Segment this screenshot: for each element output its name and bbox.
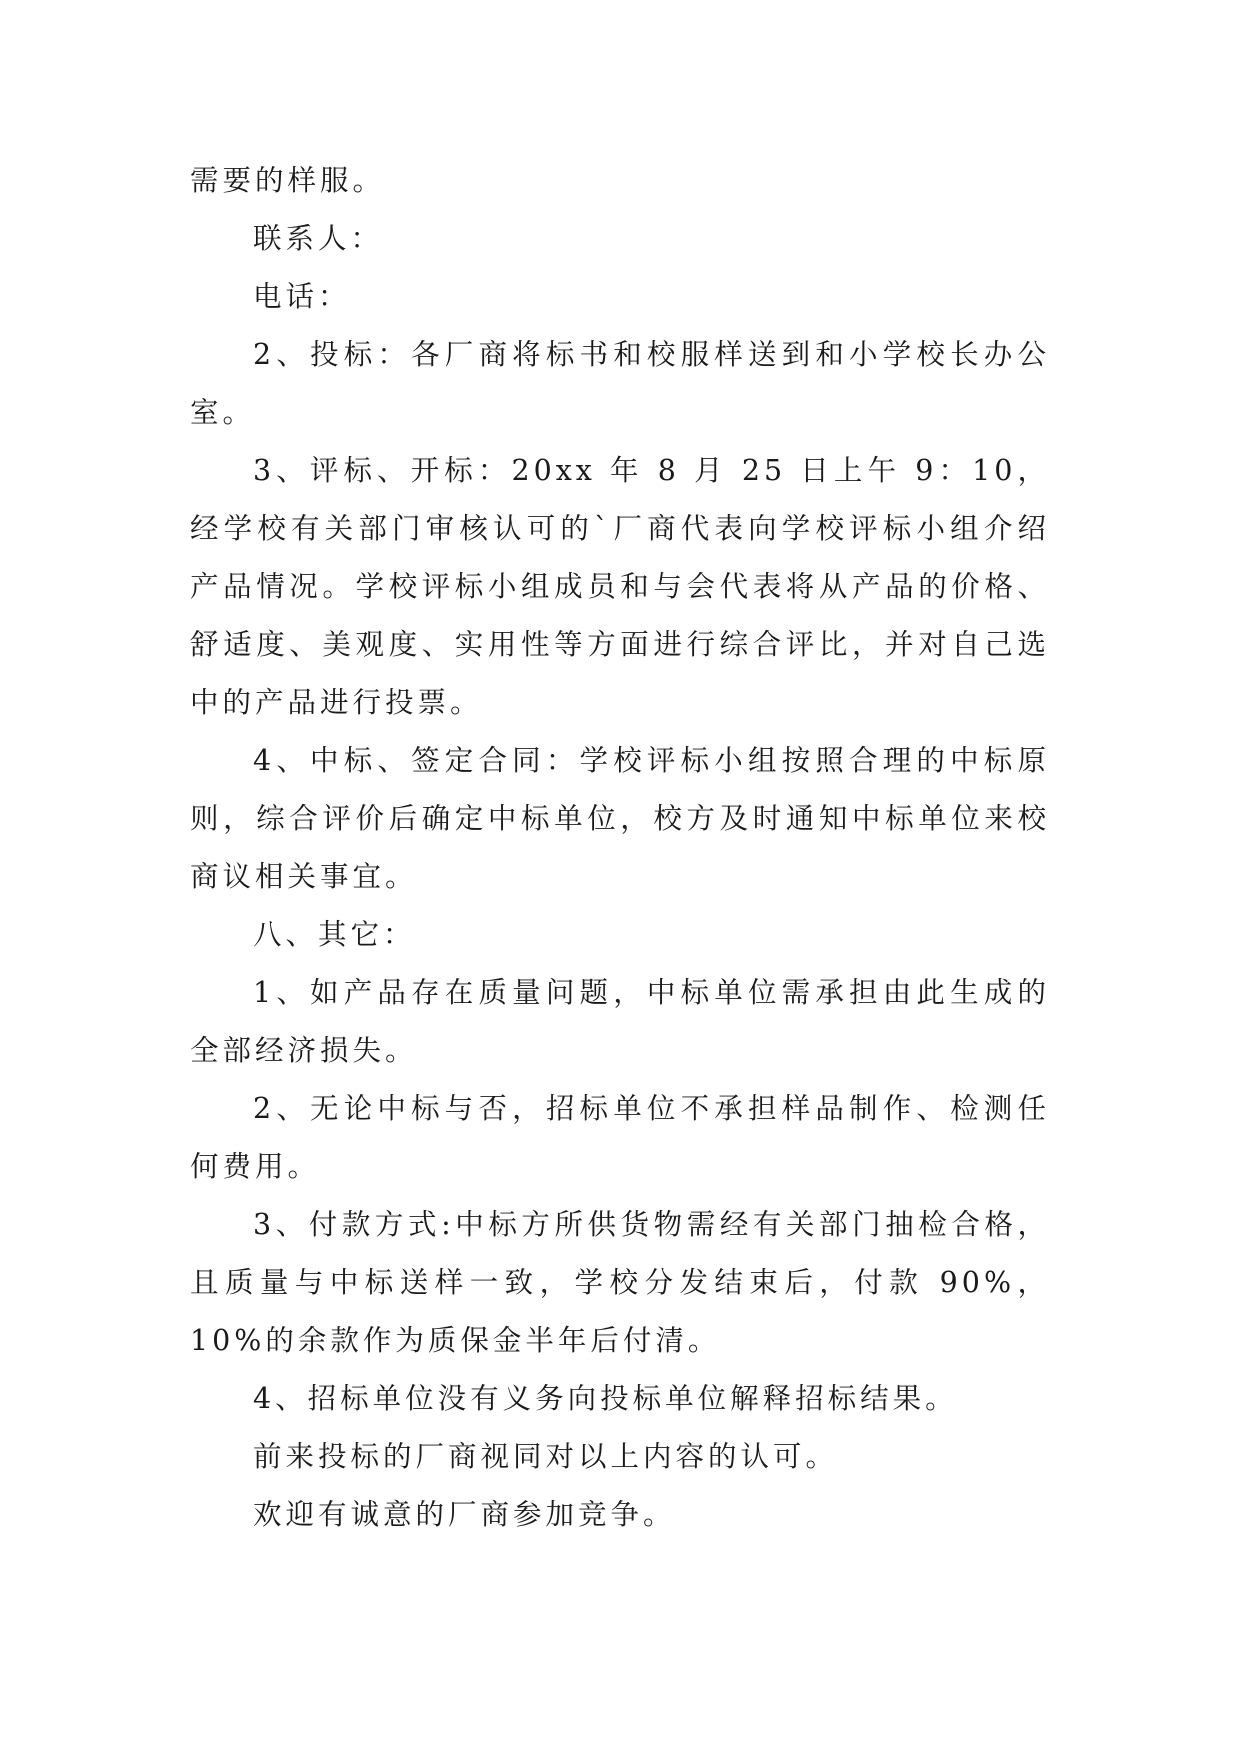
section-heading-other: 八、其它： (253, 918, 416, 951)
paragraph-award-contract: 4、中标、签定合同：学校评标小组按照合理的中标原则，综合评价后确定中标单位，校方及时通知中标单位来校商议相关事宜。 (190, 744, 1050, 893)
paragraph-quality-issue: 1、如产品存在质量问题，中标单位需承担由此生成的全部经济损失。 (190, 976, 1050, 1067)
paragraph-no-explanation: 4、招标单位没有义务向投标单位解释招标结果。 (253, 1382, 958, 1415)
paragraph-sample-clothing: 需要的样服。 (190, 164, 386, 197)
paragraph-contact-person: 联系人： (253, 222, 384, 255)
paragraph-sample-cost: 2、无论中标与否，招标单位不承担样品制作、检测任何费用。 (190, 1092, 1050, 1183)
paragraph-bidding: 2、投标：各厂商将标书和校服样送到和小学校长办公室。 (190, 338, 1050, 429)
paragraph-acceptance: 前来投标的厂商视同对以上内容的认可。 (253, 1440, 839, 1473)
paragraph-welcome: 欢迎有诚意的厂商参加竞争。 (253, 1498, 676, 1531)
paragraph-phone: 电话： (253, 280, 351, 313)
document-body (190, 152, 1050, 1544)
paragraph-evaluation-opening: 3、评标、开标：20xx 年 8 月 25 日上午 9：10，经学校有关部门审核认可的`厂商代表向学校评标小组介绍产品情况。学校评标小组成员和与会代表将从产品的价格、舒适度、美观度、实用性等方面进行综合评比，并对自己选中的产品进行投票。 (190, 454, 1050, 719)
paragraph-payment-terms: 3、付款方式:中标方所供货物需经有关部门抽检合格，且质量与中标送样一致，学校分发结束后，付款 90%，10%的余款作为质保金半年后付清。 (190, 1208, 1050, 1357)
